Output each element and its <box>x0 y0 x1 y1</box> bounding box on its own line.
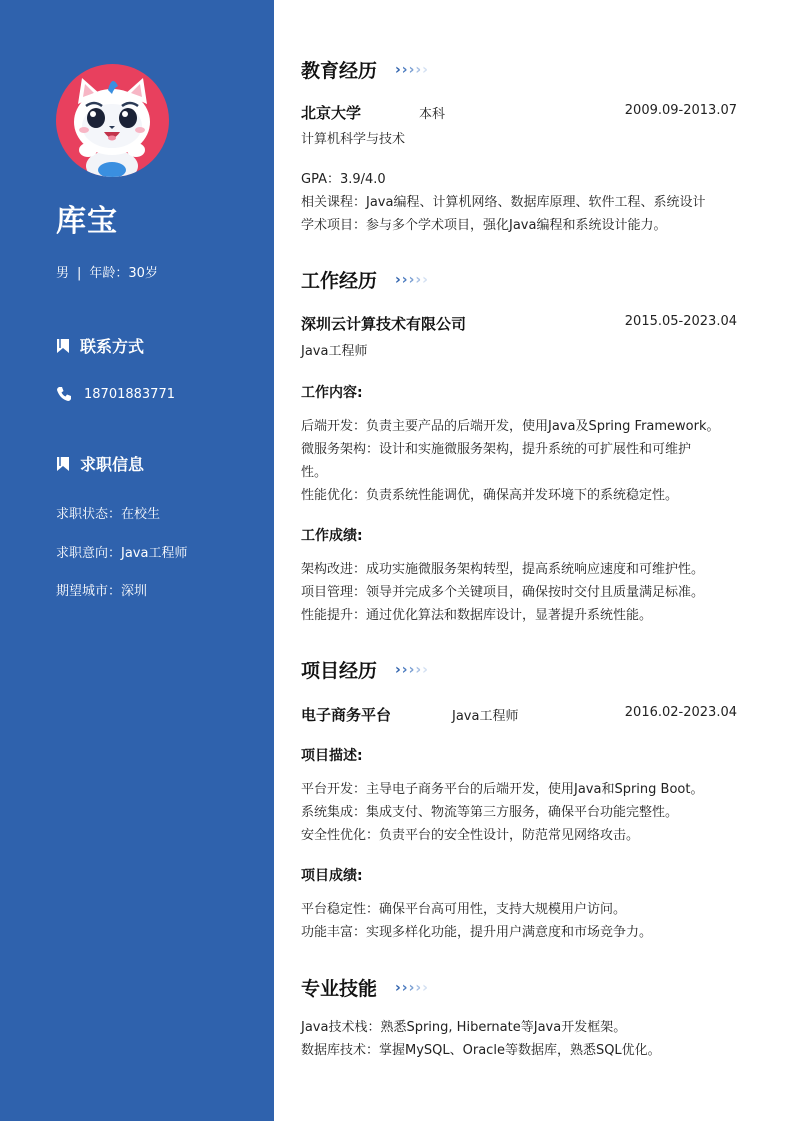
job-status: 求职状态：在校生 <box>56 507 161 522</box>
skills-title-text: 专业技能 <box>301 978 378 1000</box>
age: 年龄：30岁 <box>89 266 158 281</box>
work-section-title <box>301 266 429 293</box>
skill-1: Java技术栈：熟悉Spring, Hibernate等Java开发框架。 <box>301 1020 627 1035</box>
skill-2: 数据库技术：掌握MySQL、Oracle等数据库，熟悉SQL优化。 <box>301 1043 661 1058</box>
work-achievement-2: 项目管理：领导并完成多个关键项目，确保按时交付且质量满足标准。 <box>301 585 705 600</box>
work-header <box>301 313 737 334</box>
candidate-name: 库宝 <box>56 204 118 239</box>
job-heading-label: 求职信息 <box>80 455 145 474</box>
project-results-heading: 项目成绩: <box>301 868 363 884</box>
separator: | <box>77 266 82 281</box>
project-desc-1: 平台开发：主导电子商务平台的后端开发，使用Java和Spring Boot。 <box>301 782 704 797</box>
phone-number[interactable]: 18701883771 <box>84 386 175 402</box>
work-period: 2015.05-2023.04 <box>624 314 737 329</box>
job-intent: 求职意向：Java工程师 <box>56 546 188 561</box>
education-header <box>301 102 737 123</box>
work-achievement-3: 性能提升：通过优化算法和数据库设计，显著提升系统性能。 <box>301 608 653 623</box>
project-desc-3: 安全性优化：负责平台的安全性设计，防范常见网络攻击。 <box>301 828 640 843</box>
project-desc-2: 系统集成：集成支付、物流等第三方服务，确保平台功能完整性。 <box>301 805 679 820</box>
work-content-heading: 工作内容: <box>301 385 363 401</box>
work-content-2-cont: 性。 <box>301 465 328 480</box>
project-result-2: 功能丰富：实现多样化功能，提升用户满意度和市场竞争力。 <box>301 925 653 940</box>
project-name: 电子商务平台 <box>301 706 392 724</box>
work-achievement-1: 架构改进：成功实施微服务架构转型，提高系统响应速度和可维护性。 <box>301 562 705 577</box>
gender: 男 <box>56 266 70 281</box>
project-header <box>301 704 737 725</box>
chevrons-icon: › › › › › <box>395 61 428 78</box>
chevrons-icon: › › › › › <box>395 271 428 288</box>
job-city: 期望城市：深圳 <box>56 584 148 599</box>
contact-heading-label: 联系方式 <box>80 337 145 356</box>
education-section-title <box>301 56 429 83</box>
project-desc-heading: 项目描述: <box>301 748 363 764</box>
project-section-title <box>301 656 429 683</box>
academic-projects: 学术项目：参与多个学术项目，强化Java编程和系统设计能力。 <box>301 218 667 233</box>
bookmark-icon <box>56 456 70 472</box>
cat-mascot-icon <box>56 64 169 177</box>
work-achievements-heading: 工作成绩: <box>301 528 363 544</box>
phone-icon <box>56 386 72 402</box>
work-content-3: 性能优化：负责系统性能调优，确保高并发环境下的系统稳定性。 <box>301 488 679 503</box>
education-title-text: 教育经历 <box>301 60 378 82</box>
skills-section-title <box>301 974 429 1001</box>
contact-heading <box>56 334 144 357</box>
degree: 本科 <box>419 107 446 122</box>
project-result-1: 平台稳定性：确保平台高可用性，支持大规模用户访问。 <box>301 902 627 917</box>
education-period: 2009.09-2013.07 <box>624 103 737 118</box>
job-heading <box>56 452 144 475</box>
work-content-2: 微服务架构：设计和实施微服务架构，提升系统的可扩展性和可维护 <box>301 442 692 457</box>
courses: 相关课程：Java编程、计算机网络、数据库原理、软件工程、系统设计 <box>301 195 706 210</box>
sidebar <box>0 0 274 1121</box>
company: 深圳云计算技术有限公司 <box>301 315 467 333</box>
basic-info <box>56 262 158 281</box>
chevrons-icon: › › › › › <box>395 979 428 996</box>
gpa: GPA：3.9/4.0 <box>301 172 386 187</box>
project-period: 2016.02-2023.04 <box>624 705 737 720</box>
work-title-text: 工作经历 <box>301 270 378 292</box>
avatar <box>56 64 169 177</box>
phone-row <box>56 386 175 402</box>
work-role: Java工程师 <box>301 344 368 359</box>
work-content-1: 后端开发：负责主要产品的后端开发，使用Java及Spring Framework。 <box>301 419 720 434</box>
major: 计算机科学与技术 <box>301 132 406 147</box>
chevrons-icon: › › › › › <box>395 661 428 678</box>
project-role: Java工程师 <box>452 709 519 724</box>
bookmark-icon <box>56 338 70 354</box>
school: 北京大学 <box>301 104 362 122</box>
project-title-text: 项目经历 <box>301 660 378 682</box>
